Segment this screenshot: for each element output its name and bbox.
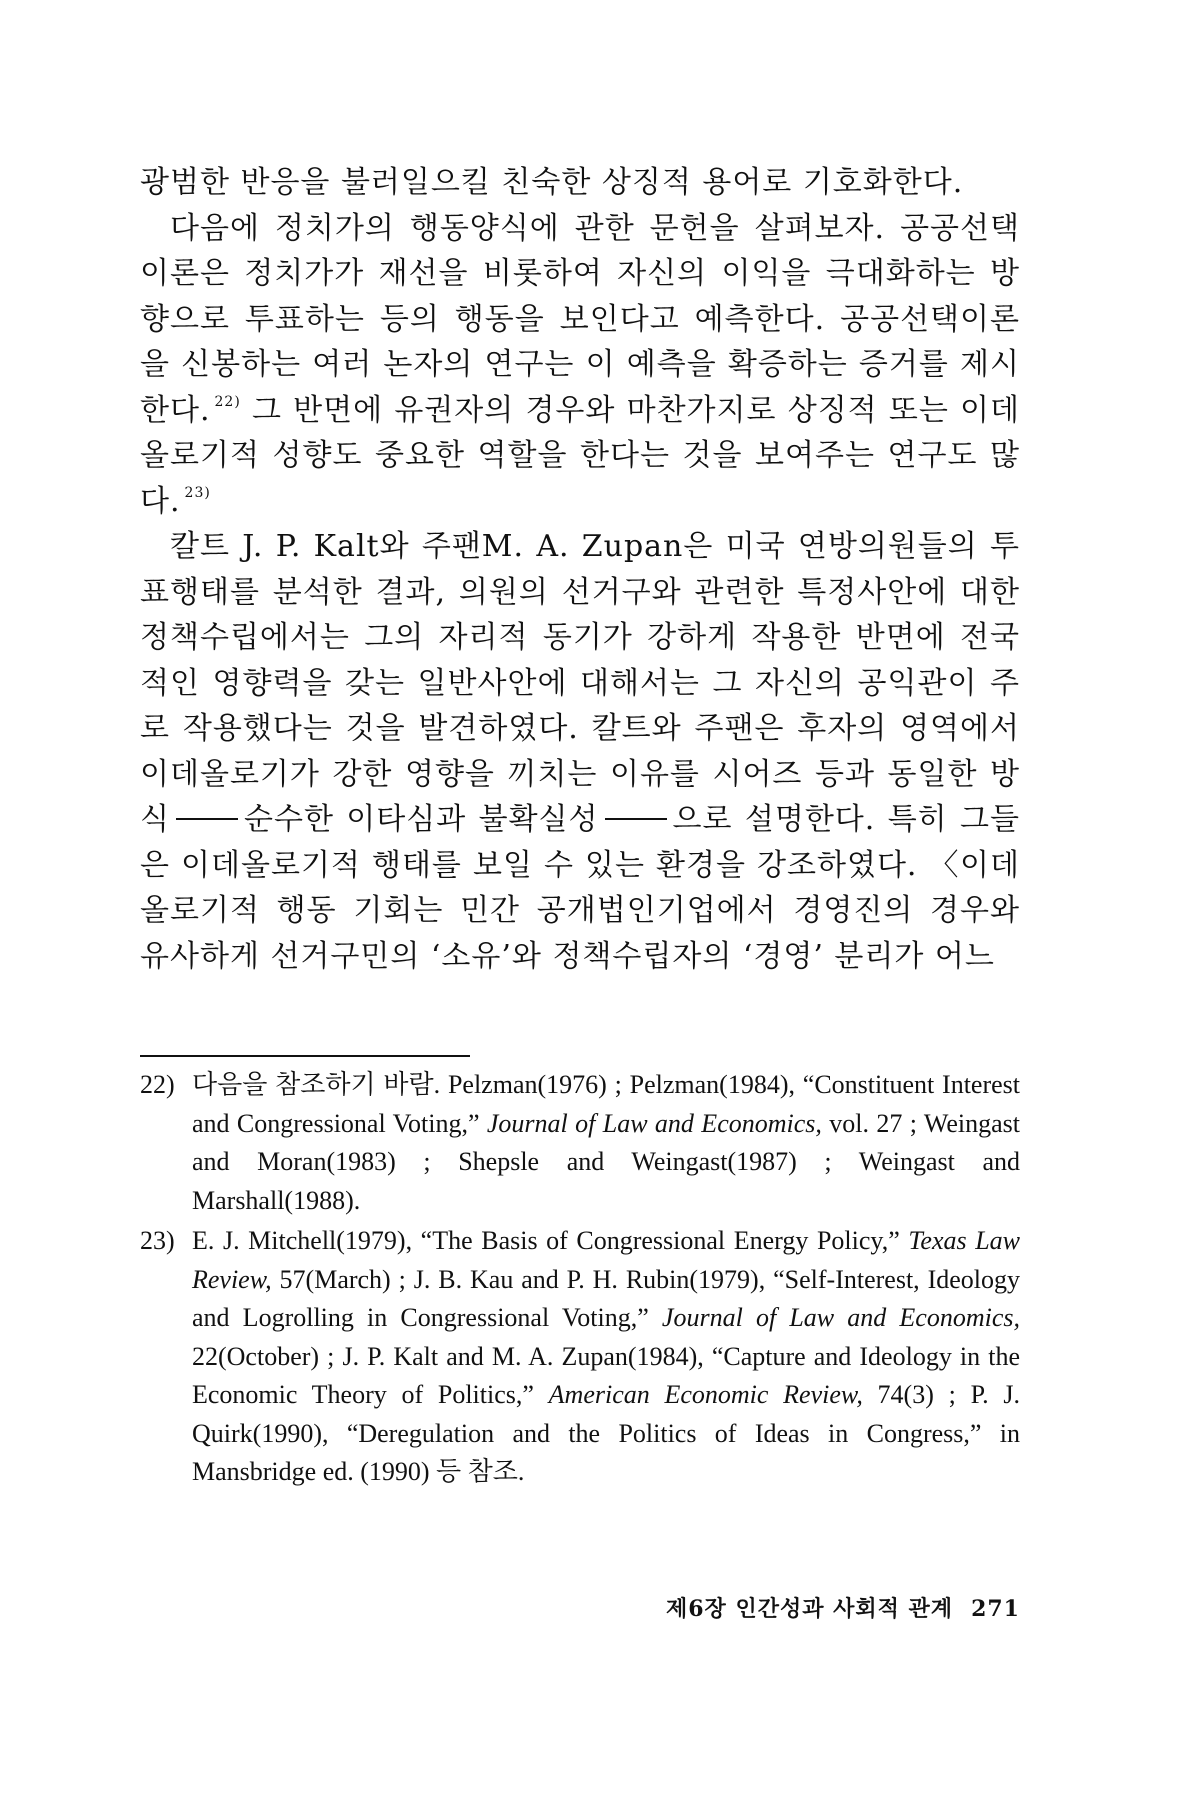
paragraph-3-text-a: 칼트 J. P. Kalt와 주팬M. A. Zupan은 미국 연방의원들의 투표행태를 분석한 결과, 의원의 선거구와 관련한 특정사안에 대한 정책수립에서는 그의 자리적 동기가 강하게 작용한 반면에 전국적인 영향력을 갖는 일반사안에 대해서는 그 자신의 공익관이 주로 작용했다는 것을 발견하였다. 칼트와 주팬은 후자의 영역에서 이데올로기가 강한 영향을 끼치는 이유를 시어즈 등과 동일한 방식 <box>140 529 1020 837</box>
journal-title: Texas Law Review, <box>192 1226 1021 1294</box>
footnote-text-part: 57(March) ; J. B. Kau and P. H. Rubin(1979), “Self-Interest, Ideology and Logrolling in Congressional Voting,” <box>192 1264 1020 1332</box>
footnote-ref-22[interactable]: 22) <box>214 393 241 410</box>
footnote-text-part: 74(3) ; P. J. Quirk(1990), “Deregulation and the Politics of Ideas in Congress,” in Mansbridge ed. (1990) 등 참조. <box>192 1380 1020 1486</box>
footnote-text-part: 22(October) ; J. P. Kalt and M. A. Zupan(1984), “Capture and Ideology in the Economic Theory of Politics,” <box>192 1341 1020 1409</box>
footnote-text <box>192 1222 1020 1492</box>
paragraph-1: 광범한 반응을 불러일으킬 친숙한 상징적 용어로 기호화한다. <box>140 165 964 200</box>
em-dash-rule <box>176 818 238 820</box>
footnote-23 <box>140 1222 1020 1492</box>
footnote-text-part: vol. 27 ; Weingast and Moran(1983) ; Shepsle and Weingast(1987) ; Weingast and Marshall(1988). <box>192 1108 1020 1215</box>
footnote-text <box>192 1066 1020 1220</box>
journal-title: Journal of Law and Economics, <box>486 1108 822 1138</box>
footnote-text-part: 다음을 참조하기 바람. Pelzman(1976) ; Pelzman(1984), “Constituent Interest and Congressional Voting,” <box>192 1070 1020 1138</box>
journal-title: American Economic Review, <box>548 1380 863 1409</box>
paragraph-2-text-a: 다음에 정치가의 행동양식에 관한 문헌을 살펴보자. 공공선택이론은 정치가가 재선을 비롯하여 자신의 이익을 극대화하는 방향으로 투표하는 등의 행동을 보인다고 예측한다. 공공선택이론을 신봉하는 여러 논자의 연구는 이 예측을 확증하는 증거를 제시한다. <box>140 210 1020 428</box>
footnote-22 <box>140 1066 1020 1220</box>
body-text <box>140 160 1020 979</box>
chapter-title: 제6장 인간성과 사회적 관계 <box>666 1596 954 1622</box>
paragraph-3 <box>140 524 1020 979</box>
footnote-number: 22) <box>140 1070 175 1099</box>
footnote-number: 23) <box>140 1226 175 1255</box>
paragraph-2 <box>140 206 1020 525</box>
running-footer <box>630 1592 1020 1623</box>
page-number: 271 <box>971 1596 1020 1622</box>
footnote-separator <box>140 1055 470 1057</box>
paragraph-2-text-b: 그 반면에 유권자의 경우와 마찬가지로 상징적 또는 이데올로기적 성향도 중요한 역할을 한다는 것을 보여주는 연구도 많다. <box>140 392 1020 519</box>
paragraph-3-text-c: 으로 설명한다. 특히 그들은 이데올로기적 행태를 보일 수 있는 환경을 강조하였다. 〈이데올로기적 행동 기회는 민간 공개법인기업에서 경영진의 경우와 유사하게 선거구민의 ‘소유’와 정책수립자의 ‘경영’ 분리가 어느 <box>140 802 1020 974</box>
journal-title: Journal of Law and Economics, <box>661 1303 1020 1332</box>
paragraph-3-text-b: 순수한 이타심과 불확실성 <box>243 802 599 837</box>
footnote-text-part: E. J. Mitchell(1979), “The Basis of Congressional Energy Policy,” <box>192 1226 909 1255</box>
em-dash-rule <box>605 818 667 820</box>
footnote-ref-23[interactable]: 23) <box>184 484 211 501</box>
footnotes <box>140 1066 1020 1494</box>
